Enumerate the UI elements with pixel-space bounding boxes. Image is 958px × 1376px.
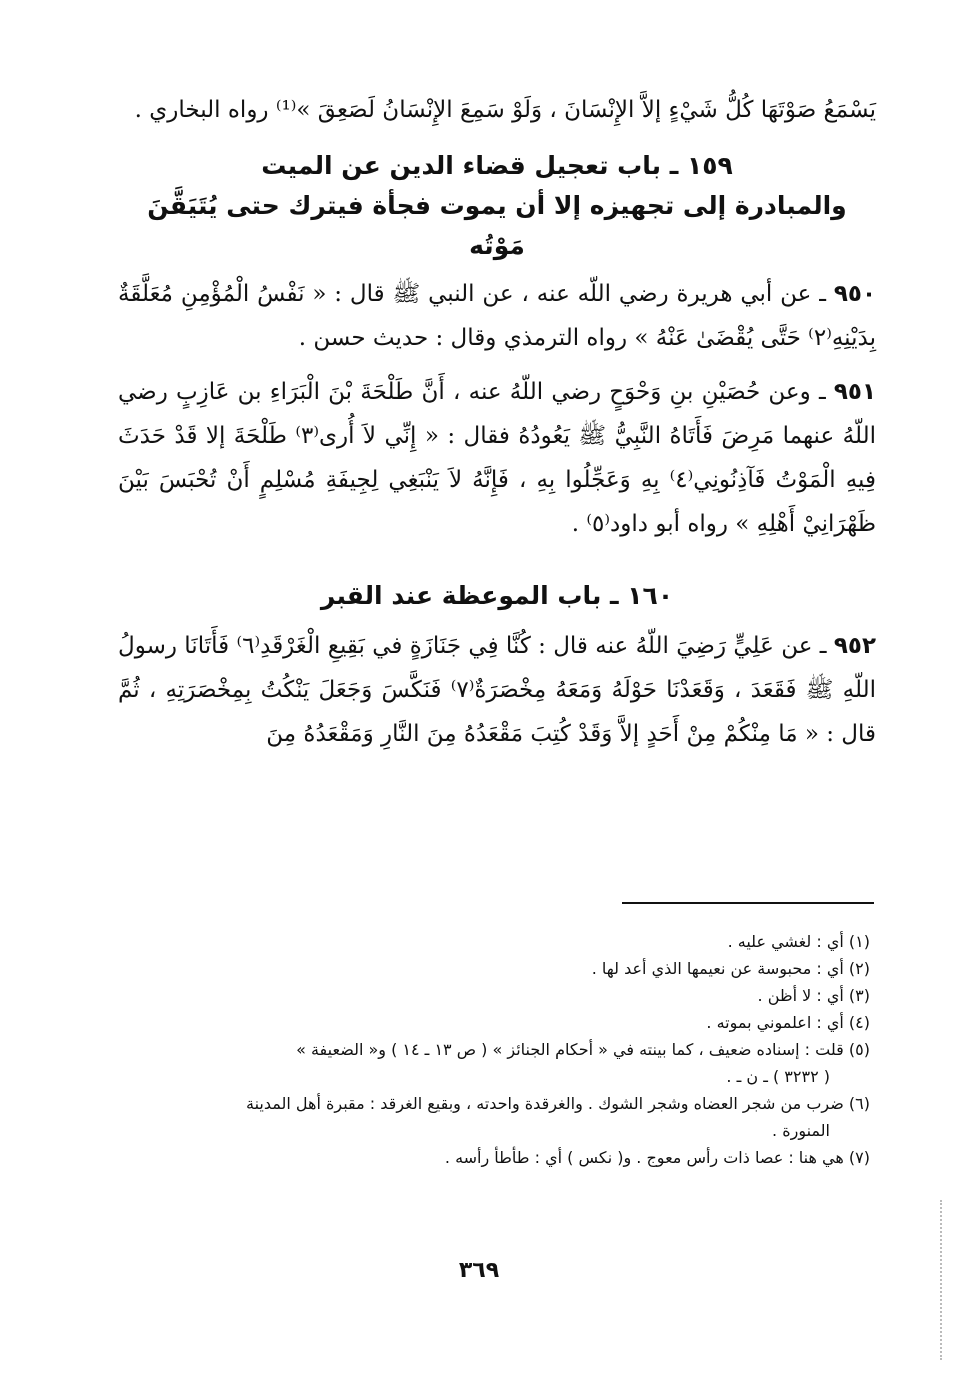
hadith-952-text: ـ عن عَلِيٍّ رَضِيَ اللّهُ عنه قال : كُنَّا فِي جَنَازَةٍ في بَقِيعِ الْغَرْقَدِ⁽٦⁾ فَأَتَانَا رسولُ اللّهِ ﷺ فَقَعَدَ ، وَقَعَدْنَا حَوْلَهُ وَمَعَهُ مِخْصَرَةٌ⁽٧⁾ فَنَكَّسَ وَجَعَلَ يَنْكُتُ بِمِخْصَرَتِهِ ، ثُمَّ قال : « مَا مِنْكُمْ مِنْ أَحَدٍ إلاَّ وَقَدْ كُتِبَ مَقْعَدُهُ مِنَ النَّارِ وَمَقْعَدُهُ مِنَ: [118, 633, 876, 747]
chapter-159-title-line-1: [118, 146, 876, 186]
footnote-mark: (٢): [848, 959, 870, 978]
footnote-continuation: ( ٣٢٣٢ ) ـ ن ـ .: [726, 1067, 830, 1086]
footnote-5-continuation: [118, 1063, 870, 1090]
footnote-6-continuation: [118, 1117, 870, 1144]
hadith-951-text: ـ وعن حُصَيْنِ بنِ وَحْوَحٍ رضي اللّهُ عنه ، أَنَّ طَلْحَةَ بْنَ الْبَرَاءِ بن عَازِبٍ رضي اللّهُ عنهما مَرِضَ فَأَتَاهُ النَّبِيُّ ﷺ يَعُودُهُ فقال : « إِنِّي لاَ أُرى⁽٣⁾ طَلْحَةَ إلا قَدْ حَدَثَ فِيهِ الْمَوْتُ فَآذِنُونِي⁽٤⁾ بِهِ وَعَجِّلُوا بِهِ ، فَإِنَّهُ لاَ يَنْبَغِي لِجِيفَةِ مُسْلِمٍ أَنْ تُحْبَسَ بَيْنَ ظَهْرَانِيْ أَهْلِهِ » رواه أبو داود⁽٥⁾ .: [118, 379, 876, 537]
footnotes: [118, 928, 870, 1171]
footnote-text: قلت : إسناده ضعيف ، كما بينته في « أحكام الجنائز » ( ص ١٣ ـ ١٤ ) و« الضعيفة »: [296, 1040, 844, 1059]
hadith-952: [118, 624, 876, 756]
footnote-separator: [622, 902, 874, 904]
footnote-text: أي : اعلموني بموته .: [706, 1013, 844, 1032]
page-body: [118, 88, 876, 756]
hadith-950: [118, 272, 876, 360]
intro-continuation: يَسْمَعُ صَوْتَهَا كُلُّ شَيْءٍ إلاَّ الإِنْسَانَ ، وَلَوْ سَمِعَ الإِنْسَانُ لَصَعِقَ »⁽¹⁾ رواه البخاري .: [134, 97, 876, 123]
chapter-159-title-line-2: والمبادرة إلى تجهيزه إلا أن يموت فجأة فيترك حتى يُتَيَقَّنَ مَوْتُه: [147, 191, 847, 260]
footnote-text: أي : محبوسة عن نعيمها الذي أعد لها .: [591, 959, 844, 978]
footnote-text: أي : لغشي عليه .: [727, 932, 844, 951]
chapter-160-number: ١٦٠: [627, 581, 674, 610]
footnote-mark: (٣): [848, 986, 870, 1005]
chapter-160-title-text: ـ باب الموعظة عند القبر: [320, 581, 619, 610]
footnote-mark: (٧): [848, 1148, 870, 1167]
footnote-continuation: المنورة .: [772, 1121, 830, 1140]
footnote-mark: (٦): [848, 1094, 870, 1113]
footnote-4: [118, 1009, 870, 1036]
spacer: [118, 360, 876, 370]
footnote-mark: (٥): [848, 1040, 870, 1059]
footnote-2: [118, 955, 870, 982]
footnote-6: [118, 1090, 870, 1117]
hadith-950-text: ـ عن أبي هريرة رضي اللّه عنه ، عن النبي ﷺ قال : « نَفْسُ الْمُؤْمِنِ مُعَلَّقَةٌ بِدَيْنِهِ⁽٢⁾ حَتَّى يُقْضَىٰ عَنْهُ » رواه الترمذي وقال : حديث حسن .: [118, 281, 876, 351]
footnote-1: [118, 928, 870, 955]
page-edge-mark: [940, 1200, 944, 1360]
footnote-7: [118, 1144, 870, 1171]
chapter-159-number: ١٥٩: [687, 151, 733, 180]
hadith-950-number: ٩٥٠: [833, 281, 877, 307]
page-number: ٣٦٩: [458, 1258, 500, 1283]
footnote-5: [118, 1036, 870, 1063]
footnote-text: أي : لا أظن .: [757, 986, 844, 1005]
footnote-mark: (٤): [848, 1013, 870, 1032]
hadith-952-number: ٩٥٢: [833, 633, 876, 659]
chapter-159-title: ـ باب تعجيل قضاء الدين عن الميت: [261, 151, 679, 180]
footnote-mark: (١): [848, 932, 870, 951]
footnote-3: [118, 982, 870, 1009]
chapter-160-title: [118, 574, 876, 618]
hadith-951-number: ٩٥١: [833, 379, 876, 405]
hadith-951: [118, 370, 876, 546]
footnote-text: هي هنا : عصا ذات رأس معوج . و( نكس ) أي : طأطأ رأسه .: [444, 1148, 844, 1167]
footnote-text: ضرب من شجر العضاه وشجر الشوك . والغرقدة واحدته ، وبقيع الغرقد : مقبرة أهل المدينة: [246, 1094, 844, 1113]
